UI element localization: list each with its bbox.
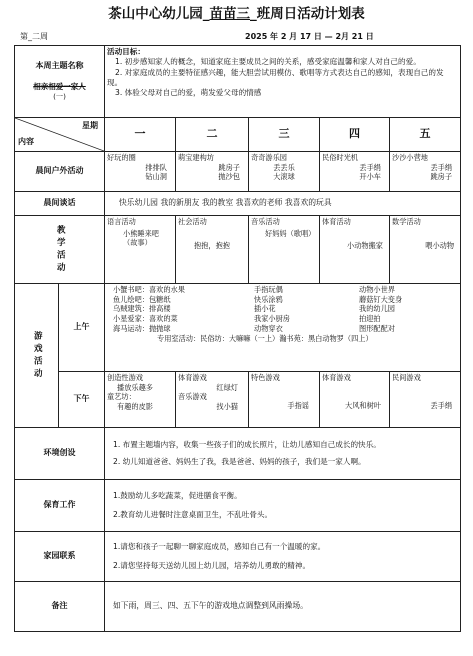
remark-label: 备注 bbox=[15, 582, 105, 632]
theme-row bbox=[15, 46, 461, 118]
outdoor-item: 大滚球 bbox=[273, 172, 295, 182]
teaching-type: 体育活动 bbox=[322, 217, 351, 226]
weekday-content-header bbox=[15, 118, 105, 152]
outdoor-item: 丢丢乐 bbox=[273, 162, 295, 172]
day-header-wed: 三 bbox=[249, 118, 320, 152]
family-item: 2.请您坚持每天送幼儿园上幼儿园，培养幼儿勇敢的精神。 bbox=[113, 560, 311, 570]
family-row bbox=[15, 532, 461, 582]
talk-row bbox=[15, 192, 461, 216]
pm-game-item: 找小猫 bbox=[216, 402, 238, 412]
games-pm-cell-fri bbox=[390, 372, 461, 428]
game-item: 动物小世界 bbox=[359, 285, 395, 294]
remark-text: 如下雨，周三、四、五下午的游戏地点调整到风雨操场。 bbox=[105, 582, 461, 632]
games-pm-cell-wed bbox=[249, 372, 320, 428]
theme-cell bbox=[15, 46, 105, 118]
outdoor-title: 奇奇游乐园 bbox=[251, 153, 287, 162]
game-item: 插小花 bbox=[254, 304, 276, 314]
talk-text: 快乐幼儿园 我的新朋友 我的教室 我喜欢的老师 我喜欢的玩具 bbox=[105, 192, 461, 216]
teaching-name: 小熊睡来吧（故事） bbox=[123, 228, 159, 248]
game-item: 小星爱家：喜欢的菜 bbox=[113, 314, 178, 324]
environment-item: 1. 布置主题墙内容，收集一些孩子们的成长照片，让幼儿感知自己成长的快乐。 bbox=[113, 440, 381, 450]
theme-label: 本周主题名称 bbox=[35, 61, 84, 71]
game-item: 我的幼儿园 bbox=[359, 304, 395, 314]
goals-cell bbox=[105, 46, 461, 118]
outdoor-item: 排排队 bbox=[145, 162, 167, 172]
outdoor-item: 跳房子 bbox=[218, 162, 240, 172]
day-header-tue: 二 bbox=[176, 118, 249, 152]
outdoor-item: 丢手绢 bbox=[359, 162, 381, 172]
games-label-cell bbox=[15, 284, 59, 428]
games-label: 游戏活动 bbox=[32, 330, 43, 381]
content-header-label: 内容 bbox=[18, 137, 34, 147]
game-item: 快乐涂鸦 bbox=[254, 294, 283, 304]
outdoor-title: 萌宝建构坊 bbox=[178, 153, 214, 162]
teaching-cell-tue bbox=[176, 216, 249, 284]
teaching-name: 好妈妈（歌唱） bbox=[265, 228, 316, 238]
pm-game-type: 体育游戏 bbox=[322, 373, 351, 382]
teaching-name: 抱抱，抱抱 bbox=[194, 240, 230, 250]
outdoor-cell-wed bbox=[249, 152, 320, 192]
goal-item: 2. 对家庭成员的主要特征感兴趣，能大胆尝试用模仿、歌唱等方式表达自己的感知，表现自己的发现。 bbox=[107, 67, 444, 87]
teaching-name: 喂小动物 bbox=[425, 240, 455, 250]
games-pm-row bbox=[15, 372, 461, 428]
game-item: 手指玩偶 bbox=[254, 285, 283, 294]
teaching-type: 语言活动 bbox=[107, 217, 136, 226]
outdoor-title: 好玩的圈 bbox=[107, 153, 136, 162]
game-item: 蘑菇钉大变身 bbox=[359, 294, 403, 304]
day-header-thu: 四 bbox=[320, 118, 390, 152]
day-header-fri: 五 bbox=[390, 118, 461, 152]
teaching-cell-wed bbox=[249, 216, 320, 284]
goal-item: 3. 体验父母对自己的爱，萌发爱父母的情感 bbox=[115, 88, 262, 97]
outdoor-item: 钻山洞 bbox=[145, 172, 167, 182]
outdoor-cell-tue bbox=[176, 152, 249, 192]
environment-item: 2. 幼儿知道爸爸、妈妈生了我，我是爸爸、妈妈的孩子，我们是一家人啊。 bbox=[113, 456, 366, 466]
weekly-plan-table bbox=[14, 45, 461, 632]
outdoor-item: 开小车 bbox=[359, 172, 381, 182]
goals-heading: 活动目标： bbox=[107, 47, 145, 56]
week-label: 第_二周 bbox=[20, 32, 48, 41]
teaching-cell-mon bbox=[105, 216, 176, 284]
teaching-cell-thu bbox=[320, 216, 390, 284]
teaching-row bbox=[15, 216, 461, 284]
teaching-name: 小动物搬家 bbox=[347, 240, 383, 250]
game-item: 图形配配对 bbox=[359, 323, 395, 333]
game-item: 动物穿衣 bbox=[254, 323, 283, 333]
environment-cell bbox=[105, 428, 461, 480]
games-pm-cell-tue bbox=[176, 372, 249, 428]
outdoor-cell-mon bbox=[105, 152, 176, 192]
environment-row bbox=[15, 428, 461, 480]
care-row bbox=[15, 480, 461, 532]
game-item: 我家小厨房 bbox=[254, 314, 290, 324]
pm-game-item: 丢手绢 bbox=[430, 400, 453, 410]
outdoor-row bbox=[15, 152, 461, 192]
outdoor-title: 沙沙小营地 bbox=[392, 153, 428, 162]
teaching-type: 音乐活动 bbox=[251, 217, 280, 226]
care-item: 2.教育幼儿进餐时注意桌面卫生，不乱吐骨头。 bbox=[113, 510, 273, 519]
environment-label: 环境创设 bbox=[15, 428, 105, 480]
date-range: 2025 年 2 月 17 日 — 2月 21 日 bbox=[245, 32, 374, 41]
page-title: 茶山中心幼儿园_苗苗三_班周日活动计划表 bbox=[108, 6, 365, 22]
game-item: 小蟹书吧：喜欢的水果 bbox=[113, 285, 185, 294]
teaching-label-cell bbox=[15, 216, 105, 284]
pm-game-item: 手指谣 bbox=[287, 400, 309, 410]
outdoor-label: 晨间户外活动 bbox=[15, 152, 105, 192]
pm-game-item: 播放乐趣多 bbox=[117, 382, 153, 392]
theme-sub: (一) bbox=[53, 92, 66, 102]
outdoor-title: 民俗时光机 bbox=[322, 153, 358, 162]
pm-game-item: 童艺坊： bbox=[107, 392, 136, 402]
teaching-cell-fri bbox=[390, 216, 461, 284]
remark-row bbox=[15, 582, 461, 632]
family-cell bbox=[105, 532, 461, 582]
pm-game-type: 民间游戏 bbox=[392, 373, 421, 382]
pm-game-item: 有趣的皮影 bbox=[117, 402, 153, 412]
game-item: 拍迎拍 bbox=[359, 314, 381, 324]
teaching-type: 数学活动 bbox=[392, 217, 421, 226]
family-item: 1.请您和孩子一起聊一聊家庭成员，感知自己有一个温暖的家。 bbox=[113, 542, 326, 552]
outdoor-item: 跳房子 bbox=[430, 172, 453, 182]
games-pm-cell-mon bbox=[105, 372, 176, 428]
outdoor-item: 抛沙包 bbox=[218, 172, 240, 182]
weekday-header-row bbox=[15, 118, 461, 152]
pm-game-item: 大风和树叶 bbox=[345, 400, 381, 410]
games-pm-cell-thu bbox=[320, 372, 390, 428]
talk-label: 晨间谈话 bbox=[15, 192, 105, 216]
weekday-header-label: 星期 bbox=[82, 121, 98, 130]
games-pm-label: 下午 bbox=[59, 372, 105, 428]
outdoor-cell-thu bbox=[320, 152, 390, 192]
game-item: 乌贼建筑：排高楼 bbox=[113, 304, 171, 314]
day-header-mon: 一 bbox=[105, 118, 176, 152]
games-special-room: 专用室活动：民俗坊：大嘛嘛（一上）瀚书苑：黑白动物罗（四上） bbox=[157, 333, 373, 343]
care-label: 保育工作 bbox=[15, 480, 105, 532]
games-am-cell bbox=[105, 284, 461, 372]
outdoor-cell-fri bbox=[390, 152, 461, 192]
outdoor-item: 丢手绢 bbox=[430, 162, 453, 172]
pm-game-item: 红绿灯 bbox=[216, 382, 238, 392]
games-am-grid bbox=[113, 285, 458, 334]
theme-name: 相亲相爱一家人 bbox=[33, 81, 86, 91]
pm-game-type: 创造性游戏 bbox=[107, 373, 143, 382]
games-am-label: 上午 bbox=[59, 284, 105, 372]
care-item: 1.鼓励幼儿多吃蔬菜，促进膳食平衡。 bbox=[113, 490, 242, 500]
goal-item: 1. 初步感知家人的概念，知道家庭主要成员之间的关系，感受家庭温馨和家人对自己的爱。 bbox=[115, 57, 421, 67]
teaching-label: 教学活动 bbox=[55, 224, 66, 275]
pm-game-type: 特色游戏 bbox=[251, 373, 280, 382]
pm-game-type: 体育游戏 bbox=[178, 373, 207, 382]
family-label: 家园联系 bbox=[15, 532, 105, 582]
pm-game-item: 音乐游戏 bbox=[178, 392, 207, 402]
care-cell bbox=[105, 480, 461, 532]
teaching-type: 社会活动 bbox=[178, 217, 207, 226]
games-am-row bbox=[15, 284, 461, 372]
game-item: 鱼儿绘吧：包糖纸 bbox=[113, 294, 171, 304]
game-item: 海马运动：抛抛球 bbox=[113, 323, 171, 333]
